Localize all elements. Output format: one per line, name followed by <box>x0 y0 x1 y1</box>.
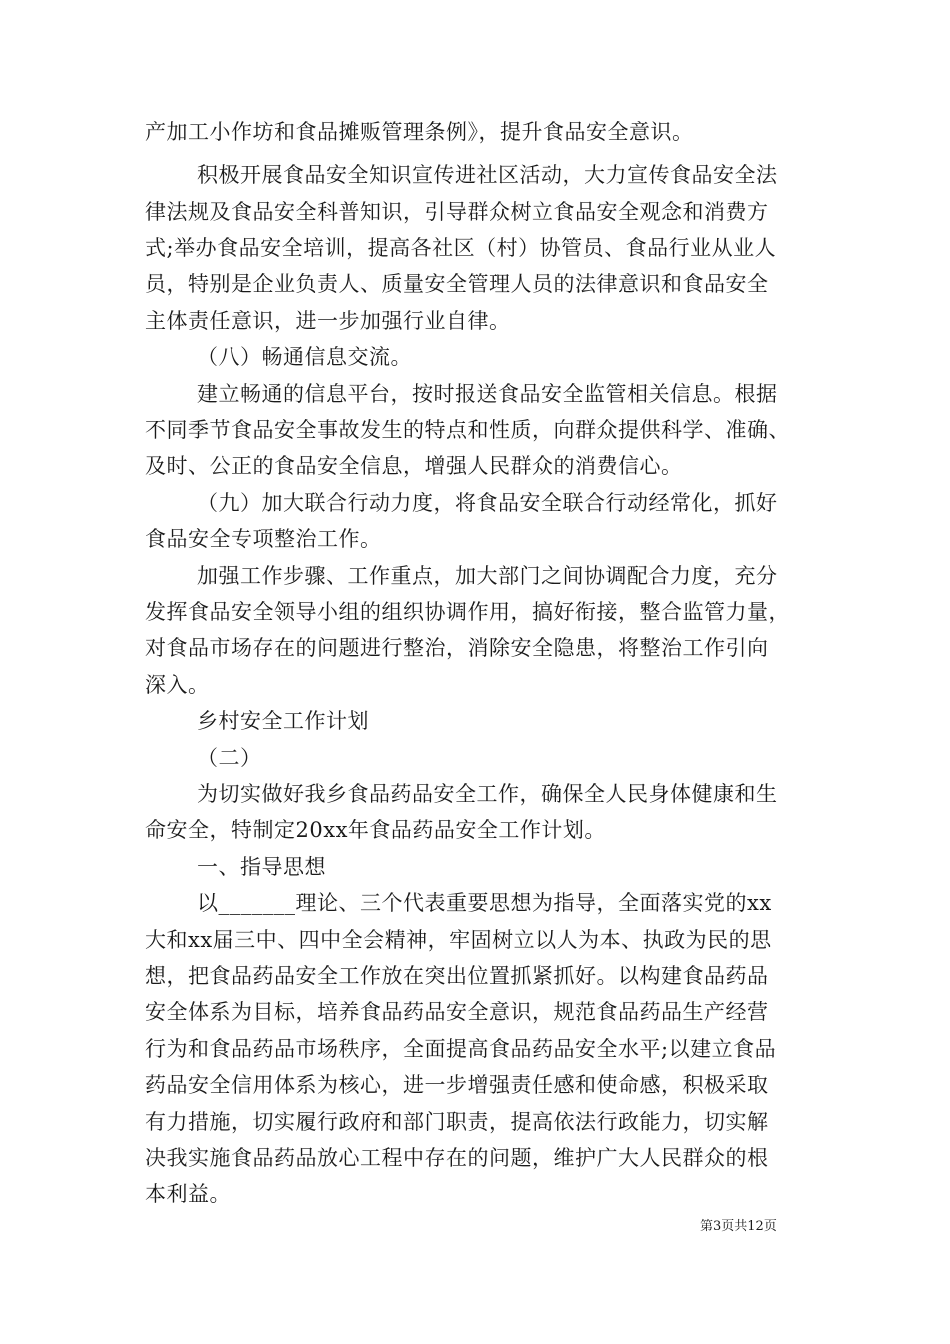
text-line: 大和xx届三中、四中全会精神，牢固树立以人为本、执政为民的思 <box>145 928 772 952</box>
text-line: 本利益。 <box>145 1182 231 1206</box>
text-line: 安全体系为目标，培养食品药品安全意识，规范食品药品生产经营 <box>145 1000 769 1024</box>
text-line: 对食品市场存在的问题进行整治，消除安全隐患，将整治工作引向 <box>145 636 769 660</box>
text-line: 不同季节食品安全事故发生的特点和性质，向群众提供科学、准确、 <box>145 418 790 442</box>
document-title: 乡村安全工作计划 <box>197 709 369 733</box>
text-line: 深入。 <box>145 673 210 697</box>
text-line: 药品安全信用体系为核心，进一步增强责任感和使命感，积极采取 <box>145 1073 769 1097</box>
text-line: 决我实施食品药品放心工程中存在的问题，维护广大人民群众的根 <box>145 1146 769 1170</box>
text-line: 有力措施，切实履行政府和部门职责，提高依法行政能力，切实解 <box>145 1110 769 1134</box>
text-line: 员，特别是企业负责人、质量安全管理人员的法律意识和食品安全 <box>145 272 769 296</box>
text-line: 想，把食品药品安全工作放在突出位置抓紧抓好。以构建食品药品 <box>145 964 769 988</box>
text-line: 建立畅通的信息平台，按时报送食品安全监管相关信息。根据 <box>197 382 778 406</box>
text-line: 加强工作步骤、工作重点，加大部门之间协调配合力度，充分 <box>197 564 778 588</box>
subtitle: （二） <box>197 746 262 770</box>
text-line: 式;举办食品安全培训，提高各社区（村）协管员、食品行业从业人 <box>145 236 777 260</box>
section-heading: （八）畅通信息交流。 <box>197 345 412 369</box>
text-line: 为切实做好我乡食品药品安全工作，确保全人民身体健康和生 <box>197 782 778 806</box>
text-line: 行为和食品药品市场秩序，全面提高食品药品安全水平;以建立食品 <box>145 1037 777 1061</box>
text-line: 命安全，特制定20xx年食品药品安全工作计划。 <box>145 818 606 842</box>
text-line: 及时、公正的食品安全信息，增强人民群众的消费信心。 <box>145 454 683 478</box>
section-heading: （九）加大联合行动力度，将食品安全联合行动经常化，抓好 <box>197 491 778 515</box>
text-line: 食品安全专项整治工作。 <box>145 527 382 551</box>
text-line: 律法规及食品安全科普知识，引导群众树立食品安全观念和消费方 <box>145 200 769 224</box>
text-line: 发挥食品安全领导小组的组织协调作用，搞好衔接，整合监管力量， <box>145 600 790 624</box>
section-heading: 一、指导思想 <box>197 855 326 879</box>
text-line: 以_______理论、三个代表重要思想为指导，全面落实党的xx <box>197 891 772 915</box>
text-line: 产加工小作坊和食品摊贩管理条例》，提升食品安全意识。 <box>145 120 694 144</box>
page-number: 第3页共12页 <box>700 1219 777 1234</box>
text-line: 主体责任意识，进一步加强行业自律。 <box>145 309 511 333</box>
text-line: 积极开展食品安全知识宣传进社区活动，大力宣传食品安全法 <box>197 163 778 187</box>
